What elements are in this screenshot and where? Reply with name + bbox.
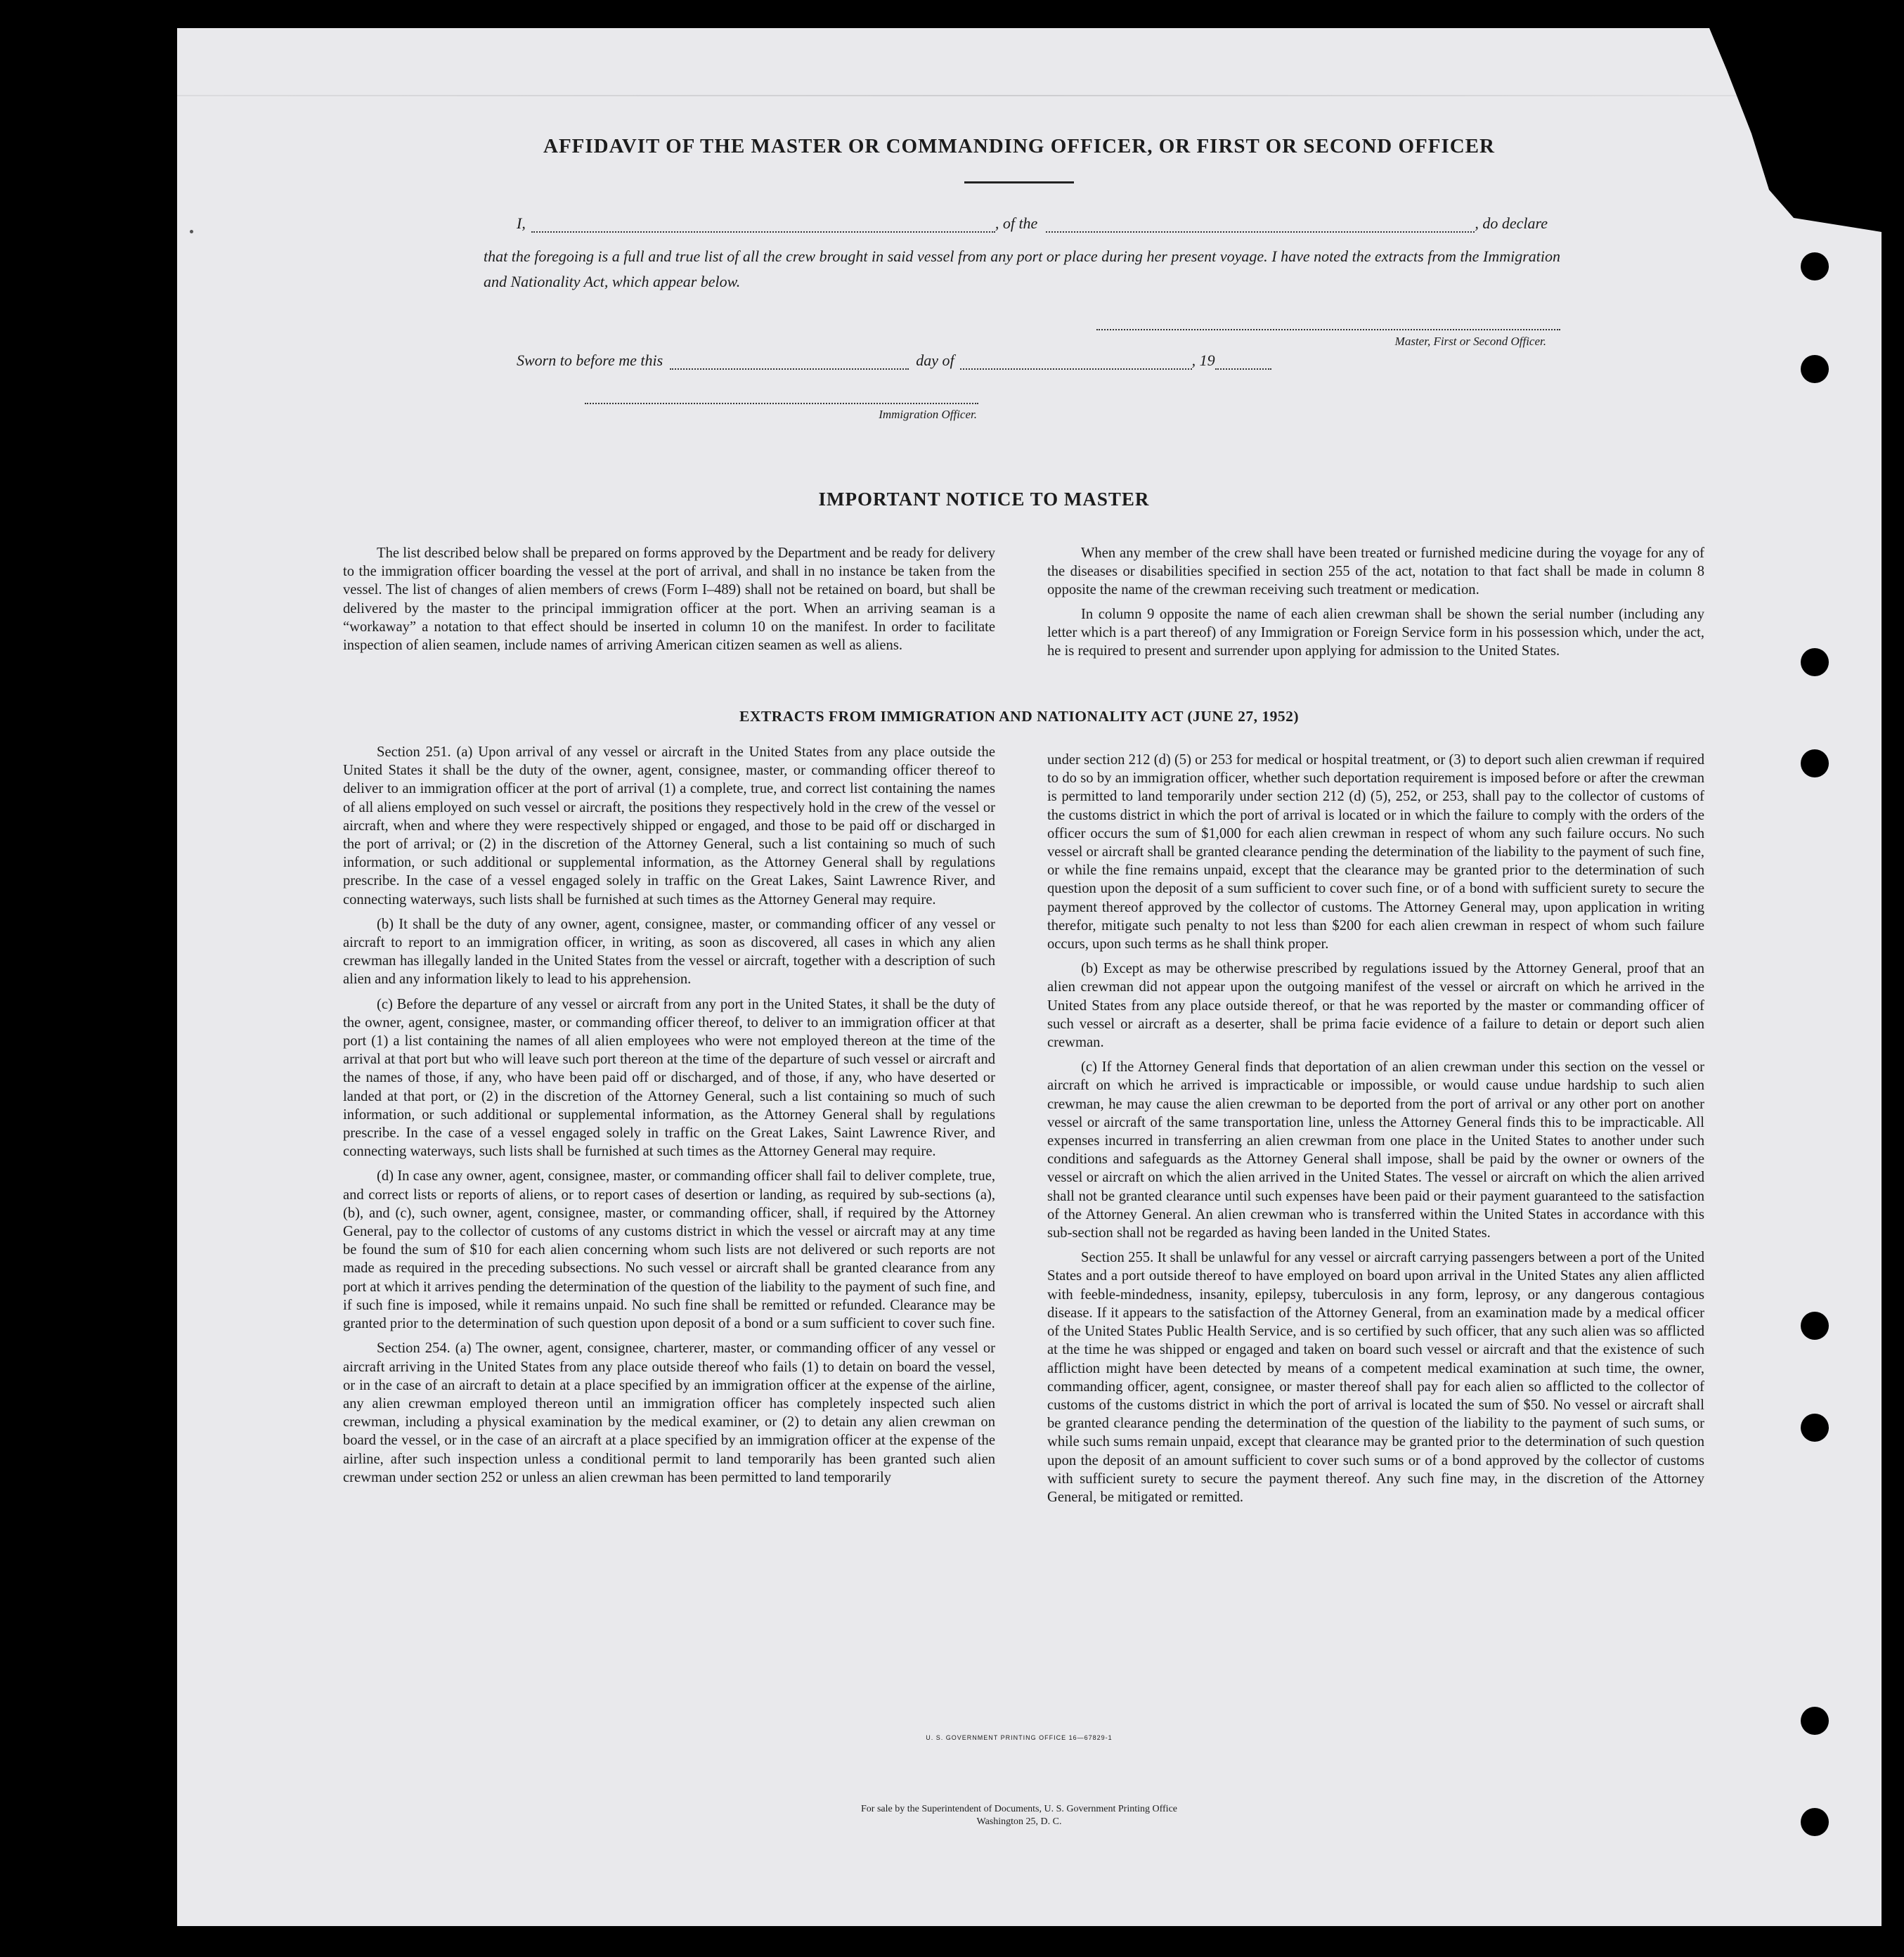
sale-notice [668,1803,1371,1828]
notice-left-column [343,544,995,654]
immigration-officer-label: Immigration Officer. [879,408,977,421]
declaration-line [517,214,1560,233]
declaration-text: that the foregoing is a full and true list of all the crew brought in said vessel from any port or place during her present voyage. I have noted the extracts from the Immigration and Nationality Act, which appear below. [484,247,1560,290]
punch-hole [1801,1808,1829,1836]
punch-hole [1801,1414,1829,1442]
section-251-d: (d) In case any owner, agent, consignee, master, or commanding officer shall fail to deliver complete, true, and correct lists or reports of aliens, or to report cases of desertion or landing, as required by sub-sections (a), (b), and (c), such owner, agent, consignee, master, or commanding officer, shall, if required by the Attorney General, pay to the collector of customs of any customs district in which the vessel or aircraft may at any time be found the sum of $10 for each alien concerning whom such lists are not delivered or such reports are not made as required in the preceding subsections. No such vessel or aircraft shall be granted clearance from any port at which it arrives pending the determination of the question of the liability to the payment of such fine, and if such fine is imposed, while it remains unpaid. No such fine shall be remitted or refunded. Clearance may be granted prior to the determination of such question upon deposit of a bond or a sum sufficient to cover such fine. [343,1168,995,1332]
vessel-blank[interactable] [1046,231,1475,233]
punch-hole [1801,252,1829,280]
sale-line-1: For sale by the Superintendent of Documents, U. S. Government Printing Office [861,1804,1177,1814]
affidavit-title: AFFIDAVIT OF THE MASTER OR COMMANDING OFFICER, OR FIRST OR SECOND OFFICER [543,135,1495,157]
month-blank[interactable] [960,368,1192,370]
gpo-imprint: U. S. GOVERNMENT PRINTING OFFICE 16—67829-1 [926,1734,1113,1741]
declare-of-the: , of the [995,214,1038,232]
section-251-a: Section 251. (a) Upon arrival of any vessel or aircraft in the United States from any place outside the United States it shall be the duty of the owner, agent, consignee, master, or commanding officer thereof to deliver to an immigration officer at the port of arrival (1) a complete, true, and correct list containing the names of all aliens employed on such vessel or aircraft, the positions they respectively hold in the crew of the vessel or aircraft, when and where they were respectively shipped or engaged, and those to be paid off or discharged in the port of arrival; or (2) in the discretion of the Attorney General, such a list containing so much of such information, or such additional or supplemental information, as the Attorney General shall by regulations prescribe. In the case of a vessel engaged solely in traffic on the Great Lakes, Saint Lawrence River, and connecting waterways, such lists shall be furnished at such times as the Attorney General may require. [343,744,995,908]
section-254-a: Section 254. (a) The owner, agent, consignee, charterer, master, or commanding officer of any vessel or aircraft arriving in the United States from any place outside thereof who fails (1) to detain on board the vessel, or in the case of an aircraft to detain at a place specified by an immigration officer at the expense of the airline, any alien crewman employed thereon until an immigration officer has completely inspected such alien crewman, including a physical examination by the medical examiner, or (2) to detain any alien crewman on board the vessel, or in the case of an aircraft at a place specified by an immigration officer at the expense of the airline, after such inspection unless a conditional permit to land temporarily has been granted such alien crewman under section 252 or unless an alien crewman has been permitted to land temporarily [343,1341,995,1485]
punch-hole [1801,1312,1829,1340]
punch-hole [1801,749,1829,777]
dust-speck [190,230,193,233]
extracts-left-column [343,743,995,1487]
notice-right-paragraph-2: In column 9 opposite the name of each alien crewman shall be shown the serial number (including any letter which is a part thereof) of any Immigration or Foreign Service form in his possession which, under the act, he is required to present and surrender upon applying for admission to the United States. [1047,606,1704,659]
notice-left-paragraph: The list described below shall be prepared on forms approved by the Department and be ready for delivery to the immigration officer boarding the vessel at the port of arrival, and shall in no instance be taken from the vessel. The list of changes of alien members of crews (Form I–489) shall not be retained on board, but shall be delivered by the master to the principal immigration officer at the port. When an arriving seaman is a “workaway” a notation to that effect should be inserted in column 10 on the manifest. In order to facilitate inspection of alien seamen, include names of arriving American citizen seamen as well as aliens. [343,545,995,654]
extracts-title: EXTRACTS FROM IMMIGRATION AND NATIONALITY ACT (JUNE 27, 1952) [739,708,1299,725]
section-254-c: (c) If the Attorney General finds that deportation of an alien crewman under this section on the vessel or aircraft on which he arrived is impracticable or impossible, or would cause undue hardship to such alien crewman, he may cause the alien crewman to be deported from the port of arrival or any other port on another vessel or aircraft of the same transportation line, unless the Attorney General finds this to be impracticable. All expenses incurred in transferring an alien crewman from one place in the United States to another under such conditions and safeguards as the Attorney General shall impose, shall be paid by the owner or owners of the vessel or aircraft on which the alien arrived in the United States. The vessel or aircraft on which the alien arrived shall not be granted clearance until such expenses have been paid or their payment guaranteed to the satisfaction of the Attorney General. An alien crewman who is transferred within the United States in accordance with this sub-section shall not be regarded as having been landed in the United States. [1047,1059,1704,1241]
sworn-day-of: day of [916,351,954,369]
sworn-year: , 19 [1191,351,1215,369]
section-251-b: (b) It shall be the duty of any owner, agent, consignee, master, or commanding officer of any vessel or aircraft to report to an immigration officer, in writing, as soon as discovered, all cases in which any alien crewman has illegally landed in the United States from the vessel or aircraft, together with a description of such alien and any information likely to lead to his apprehension. [343,916,995,988]
punch-hole [1801,1707,1829,1735]
day-blank[interactable] [670,368,909,370]
title-rule [964,181,1074,183]
punch-hole [1801,355,1829,383]
paper-crease [177,95,1882,96]
section-251-c: (c) Before the departure of any vessel or aircraft from any port in the United States, it shall be the duty of the owner, agent, consignee, master, or commanding officer thereof, to deliver to an immigration officer at that port (1) a list containing the names of all alien employees who were not employed thereon at the time of the arrival at that port but who will leave such port thereon at the time of the departure of such vessel or aircraft and the names of those, if any, who have been paid off or discharged, and of those, if any, who have deserted or landed at that port, or (2) in the discretion of the Attorney General, such a list containing so much of such information, or such additional or supplemental information, as the Attorney General shall by regulations prescribe. In the case of a vessel engaged solely in traffic on the Great Lakes, Saint Lawrence River, and connecting waterways, such lists shall be furnished at such times as the Attorney General may require. [343,996,995,1160]
name-blank[interactable] [531,231,995,233]
signature-line[interactable] [1096,329,1560,330]
extracts-right-column [1047,751,1704,1506]
year-blank[interactable] [1215,368,1271,370]
immigration-officer-line[interactable] [585,403,978,404]
section-254-a-continued: under section 212 (d) (5) or 253 for medical or hospital treatment, or (3) to deport such alien crewman if required to do so by an immigration officer, whether such deportation requirement is imposed before or after the crewman is permitted to land temporarily under section 212 (d) (5), 252, or 253, shall pay to the collector of customs of the customs district in which the port of arrival is located or in which the failure to comply with the orders of the officer occurs the sum of $1,000 for each alien crewman in respect of whom any such failure occurs. No such vessel or aircraft shall be granted clearance pending the determination of the liability to the payment of such fine, or while the fine remains unpaid, except that the clearance may be granted prior to the determination of such question upon the deposit of a sum sufficient to cover such fine, or of a bond with sufficient surety to secure the payment thereof approved by the collector of customs. The Attorney General may, upon application in writing therefor, mitigate such penalty to not less than $200 for each alien crewman in respect of whom such failure occurs, upon such terms as he shall think proper. [1047,752,1704,952]
signature-label: Master, First or Second Officer. [1394,335,1546,348]
section-254-b: (b) Except as may be otherwise prescribed by regulations issued by the Attorney General, proof that an alien crewman did not appear upon the outgoing manifest of the vessel or aircraft on which he arrived in the United States from any place outside thereof, or that he was reported by the master or commanding officer of such vessel or aircraft as a deserter, shall be prima facie evidence of a failure to detain or deport such alien crewman. [1047,961,1704,1051]
sworn-line [517,351,1304,370]
sworn-prefix: Sworn to before me this [517,351,663,369]
section-255: Section 255. It shall be unlawful for any vessel or aircraft carrying passengers between a port of the United States and a port outside thereof to have employed on board upon arrival in the United States any alien afflicted with feeble-mindedness, insanity, epilepsy, tuberculosis in any form, leprosy, or any dangerous contagious disease. If it appears to the satisfaction of the Attorney General, from an examination made by a medical officer of the United States Public Health Service, and is so certified by such officer, that any such alien was so afflicted at the time he was shipped or engaged and taken on board such vessel or aircraft and that the existence of such affliction might have been detected by means of a competent medical examination at such time, the owner, commanding officer, agent, consignee, or master thereof shall pay for each alien so afflicted to the collector of customs of the customs district in which the port of arrival is located the sum of $50. No vessel or aircraft shall be granted clearance pending the determination of the question of the liability to the payment of such sums, or while such sums remain unpaid, except that clearance may be granted prior to the determination of such question upon the deposit of an amount sufficient to cover such sums or of a bond approved by the collector of customs with sufficient surety to secure the payment thereof. Any such fine may, in the discretion of the Attorney General, be mitigated or remitted. [1047,1250,1704,1505]
declare-do-declare: , do declare [1475,214,1548,232]
notice-right-paragraph-1: When any member of the crew shall have been treated or furnished medicine during the voyage for any of the diseases or disabilities specified in section 255 of the act, notation to that fact shall be made in column 8 opposite the name of the crewman receiving such treatment or medication. [1047,545,1704,598]
punch-hole [1801,648,1829,676]
sale-line-2: Washington 25, D. C. [976,1816,1062,1827]
notice-title: IMPORTANT NOTICE TO MASTER [818,489,1150,510]
declare-i: I, [517,214,526,232]
notice-right-column [1047,544,1704,660]
